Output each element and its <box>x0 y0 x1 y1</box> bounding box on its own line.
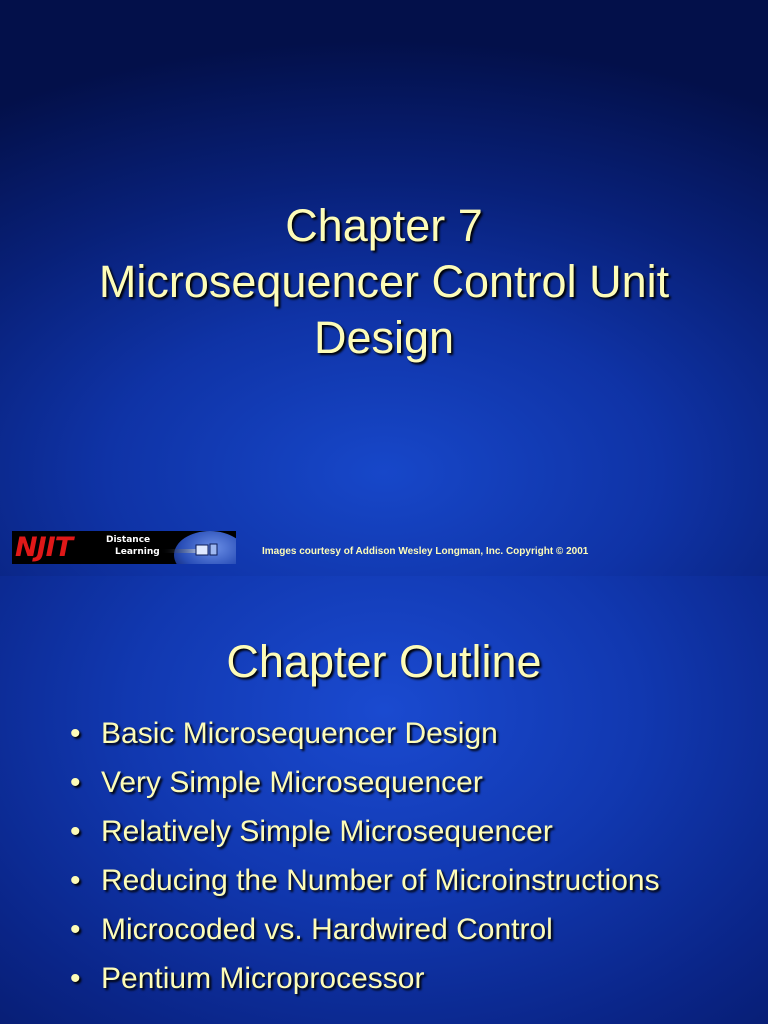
title-line-2: Microsequencer Control Unit <box>98 256 670 307</box>
list-item-text: Relatively Simple Microsequencer <box>101 815 553 848</box>
list-item-text: Basic Microsequencer Design <box>101 717 498 750</box>
logo-globe-icon <box>160 531 236 564</box>
outline-title: Chapter Outline <box>226 636 542 687</box>
list-item <box>70 812 721 852</box>
list-item <box>70 910 721 950</box>
title-line-1: Chapter 7 <box>285 200 483 251</box>
bullet-icon: • <box>70 815 81 848</box>
bullet-icon: • <box>70 864 81 897</box>
list-item <box>70 763 721 803</box>
outline-list <box>70 714 721 1008</box>
bullet-icon: • <box>70 717 81 750</box>
list-item-text: Very Simple Microsequencer <box>101 766 483 799</box>
logo-line-2: Learning <box>115 547 160 557</box>
logo-distance-learning <box>106 534 160 558</box>
bullet-icon: • <box>70 962 81 995</box>
list-item-text: Microcoded vs. Hardwired Control <box>101 913 553 946</box>
list-item-text: Pentium Microprocessor <box>101 962 425 995</box>
bullet-icon: • <box>70 913 81 946</box>
bullet-icon: • <box>70 766 81 799</box>
njit-distance-learning-logo <box>12 531 236 564</box>
slide-title <box>0 198 768 366</box>
logo-njit-text: NJIT <box>15 532 73 563</box>
outline-slide <box>0 576 768 1024</box>
list-item <box>70 959 721 999</box>
list-item <box>70 714 721 754</box>
copyright-notice: Images courtesy of Addison Wesley Longman, Inc. Copyright © 2001 <box>262 546 589 557</box>
logo-line-1: Distance <box>106 535 151 545</box>
list-item <box>70 861 721 901</box>
list-item-text: Reducing the Number of Microinstructions <box>101 864 660 897</box>
title-line-3: Design <box>313 312 455 363</box>
